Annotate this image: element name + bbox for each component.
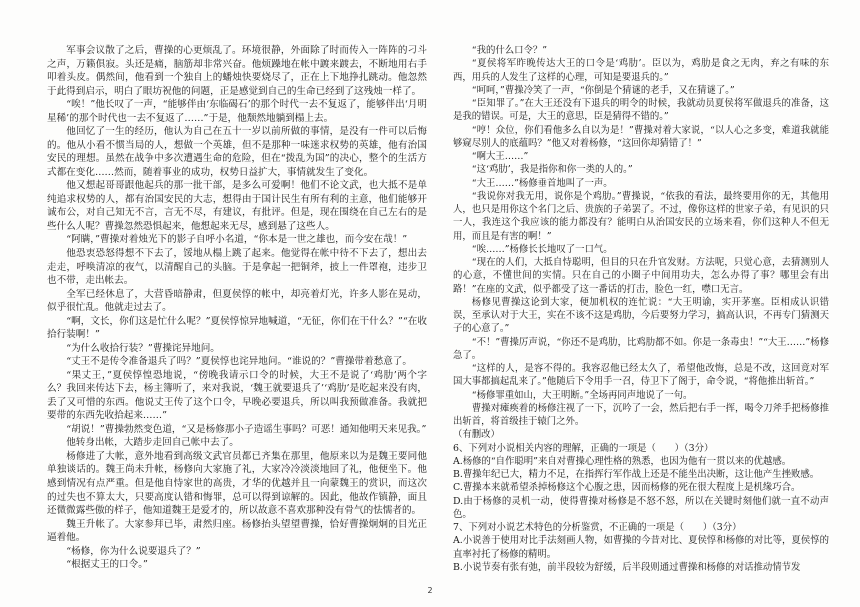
question-7-option-b: B.小说节奏有张有弛，前半段较为舒缓，后半段则通过曹操和杨修的对话推动情节发 [453,561,801,573]
paragraph: 曹操对瘫痪着的杨修注视了一下，沉吟了一会，然后把右手一挥，喝令刀斧手把杨修推出斩首，将首级挂于辕门之外。 [453,402,829,427]
paragraph: “这样的人，是容不得的。我容忍他已经太久了，希望他改悔，总是不改，这回竟对军国大事都搞起乱来了。”他随后下令用手一召，侍卫下了阁于，命令说，“将他推出斩首。” [453,363,829,388]
paragraph: “这‘鸡肋’，我是指你和你一类的人的。” [471,164,633,176]
paragraph: 他回忆了一生的经历，他认为自己在五十一岁以前所做的事情，是没有一件可以后悔的。他从小看不惯当局的人，想做一个英雄，但不是那种一味迷求权势的英雄，他有治国安民的理想。虽然在战争中多次遭遇生命的危险，但在“拨乱为国”的决心，整个的生活方式都在变化……然而，随着事业的成功，权势日益扩大，事情就发生了变化。 [47,126,427,178]
paragraph: “我的什么口令？” [471,45,548,56]
paragraph: “为什么收拾行装？”曹操诧异地问。 [66,342,220,354]
paragraph: 军事会议散了之后，曹操的心更烦乱了。环境很静，外面除了时而传入一阵阵的刁斗之声，万籁俱寂。头还是痛，脑筋却非常兴奋。他烦躁地在帐中踱来踱去，不断地用右手叩着头皮。偶然间，他看到一个独自上的蟠烛快要烧尽了，正在上下地挣扎跳动。他忽然于此得到启示，明白了眼坊祝他的问题，正是感觉到自己的生命已经到了这残烛一样了。 [47,45,427,97]
paragraph: “夏侯将军昨晚传达大王的口令是‘鸡肋’。臣以为，鸡肋是食之无肉，弃之有味的东西，用兵的人发生了这样的心理，可知是要退兵的。” [453,58,829,83]
paragraph: “唉……”杨修长长地叹了一口气。 [471,243,613,255]
paragraph: “大王……”杨修垂首地叫了一声。 [471,177,613,189]
paragraph: “啊，文长，你们这是忙什么呢？”夏侯惇惊异地喊道，“无征，你们在干什么？”“在收拾行装啊！” [47,315,427,341]
paragraph: 全军已经休息了，大营昏暗静肃，但夏侯惇的帐中，却亮着灯光，许多人影在晃动，似乎很忙乱。他就走过去了。 [47,288,427,314]
paragraph: 他转身出帐，大踏步走回自己帐中去了。 [66,437,239,449]
question-6-option-b: B.曹操年纪已大，精力不足，在指挥行军作战上还是不能坐出决断，这让他产生挫败感。 [453,469,820,480]
paragraph: “啊大王……” [471,151,529,162]
paragraph: “杨修罪重如山，大王明断。”全场再同声地说了一句。 [471,389,693,401]
paragraph: “果丈王，”夏侯惇惶恐地说，“傍晚我请示口令的时候，大王不是说了‘鸡肋’两个字么？我回来传达下去，杨主簿听了，来对我说，‘魏王就要退兵了’‘鸡肋’是吃起来没有肉，丢了又可惜的东西。他说丈王传了这个口令，早晚必要退兵，所以叫我预做准备。我就把要带的东西先收拾起来……” [47,369,427,422]
question-6-option-a: A.杨修的“自作聪明”来自对曹操心理性格的熟悉，也因为他有一贯以来的优越感。 [453,455,792,467]
source-note: （有删改） [453,429,500,441]
paragraph: “臣知罪了。”在大王还没有下退兵的明令的时候，我就动员夏侯将军做退兵的准备，这是我的错误。可是，大王的意思，臣是猜得不错的。” [453,98,829,123]
question-6: 6、下列对小说相关内容的理解，正确的一项是（ ）（3分） [453,442,714,454]
paragraph: “丈王不是传令准备退兵了吗？”夏侯惇也诧异地问。“谁说的？”曹操带着愁意了。 [66,356,412,368]
paragraph: “胡说！”曹操勃然变色道，“又是杨修那小子造谣生事吗？可恶！通知他明天来见我。” [66,423,427,435]
paragraph: 他又想起哥哥跟他起兵的那一批干部，是多么可爱啊！他们不论文武，也大抵不是单纯追求权势的人，都有治国安民的大志，想得由于国计民生有所有利的主意，他们能够开诚布公，对自己知无不言，言无不尽，有建议，有批评。但是，现在围绕在自己左右的是些什么人呢？曹操忽然恐惧起来，他想起来无尽，感到悬了这些人。 [47,180,427,232]
paragraph: 魏王升帐了。大家参拜已毕，肃然归座。杨修抬头望望曹操，恰好曹操炯炯的目光正逼着他。 [47,518,427,544]
paragraph: “现在的人们，大抵自恃聪明，但目的只在升官发财。方法呢，只觉心意，去猜测别人的心意，不懂世间的实情。只在自己的小圈子中间用功夫，怎么办得了事？哪里会有出路！”在座的文武，似乎都受了这一番话的打击，脸色一红，噤口无言。 [453,257,829,295]
paragraph: 杨修进了大帐，意外地看到高级文武官员都已齐集在那里，他原来以为是魏王要同他单独谈话的。魏王尚未升帐，杨修向大家施了礼，大家冷冷淡淡地回了礼，他便坐下。他感到情况有点严重。但是他自恃家世的高贵，才华的优越并且一向蒙魏王的赏识，而这次的过失也不算太大，只要高度认错和悔罪，总可以得到谅解的。因此，他故作镇静，面且还微微露些傲的样子，他知道魏王是爱才的，所以故意不喜欢那种没有骨气的怯懦者的。 [47,450,427,517]
paragraph: “根据丈王的口令。” [66,559,148,571]
paragraph: “呵呵，”曹操冷笑了一声，“你倒是个猜谜的老手，又在猜谜了。” [471,84,735,96]
paragraph: 杨修见曹操这论到大家，便加机权的连忙说：“大王明谕，实开茅塞。臣相成认识错误，至承认对于大王，实在不该不这是鸡肋，今后要努力学习，搞高认识，不再专门猜测天子的心意了。” [453,296,829,335]
paragraph: 他恐衷恐怒得想不下去了，馁地从榻上跳了起来。他觉得在帐中待不下去了，想出去走走，呼唤清凉的夜气，以清醒自己的头脑。于是拿起一把铜斧，披上一件罩袍，违步卫也不带，走出帐去。 [47,247,427,287]
paragraph: “阿瞒，”曹操对着烛光下的影子自呼小名道，“你本是一世之雄也，而今安在哉！” [66,234,408,246]
question-6-option-d: D.由于杨修的灵机一动，使得曹操对杨修是不怒不怒，所以在关键时刻他们就一直不动声色。 [453,495,829,520]
page-number: 2 [427,586,433,595]
question-6-option-c: C.曹操本来就希望杀掉杨修这个心腹之患，因而杨修的死在很大程度上是机缘巧合。 [453,482,801,494]
question-7-option-a: A.小说善于使用对比手法刻画人物，如曹操的今昔对比、夏侯惇和杨修的对比等，夏侯惇的直率衬托了杨修的精明。 [453,535,829,560]
paragraph: “我说你对我无用，说你是个鸡肋。”曹操说，“依我的看法，最终要用你的无，其他用人，也只是用你这个名门之后、贵族的子弟罢了。不过，像你这样的世家子弟，有见识的只一人，我连这个我应该的能力都没有？能明白从治国安民的立场来看，你们这种人不但无用，而且是有害的啊！” [453,190,829,242]
paragraph: “唉！”他长叹了一声，“能够伴由‘东临碣石’的那个时代一去不复返了，能够伴出‘月明星稀’的那个时代也一去不复返了……”于是，他颓然地躺到榻上去。 [47,99,427,124]
right-column [453,44,829,574]
paragraph: “不！”曹操厉声说，“你还不是鸡肋，比鸡肋都不如。你是一条毒虫！”“大王……”杨修急了。 [453,336,829,361]
paragraph: “哼！众位，你们看他多么自以为是！”曹操对着大家说，“以人心之多变，难道我就能够窥尽别人的底蕴吗？”他又对着杨修，“这回你却猜错了！” [453,124,829,149]
question-7: 7、下列对小说艺术特色的分析鉴赏，不正确的一项是（ ）（3分） [453,522,742,533]
paragraph: “杨修，你为什么说要退兵了？” [66,545,201,557]
left-column [47,44,427,572]
